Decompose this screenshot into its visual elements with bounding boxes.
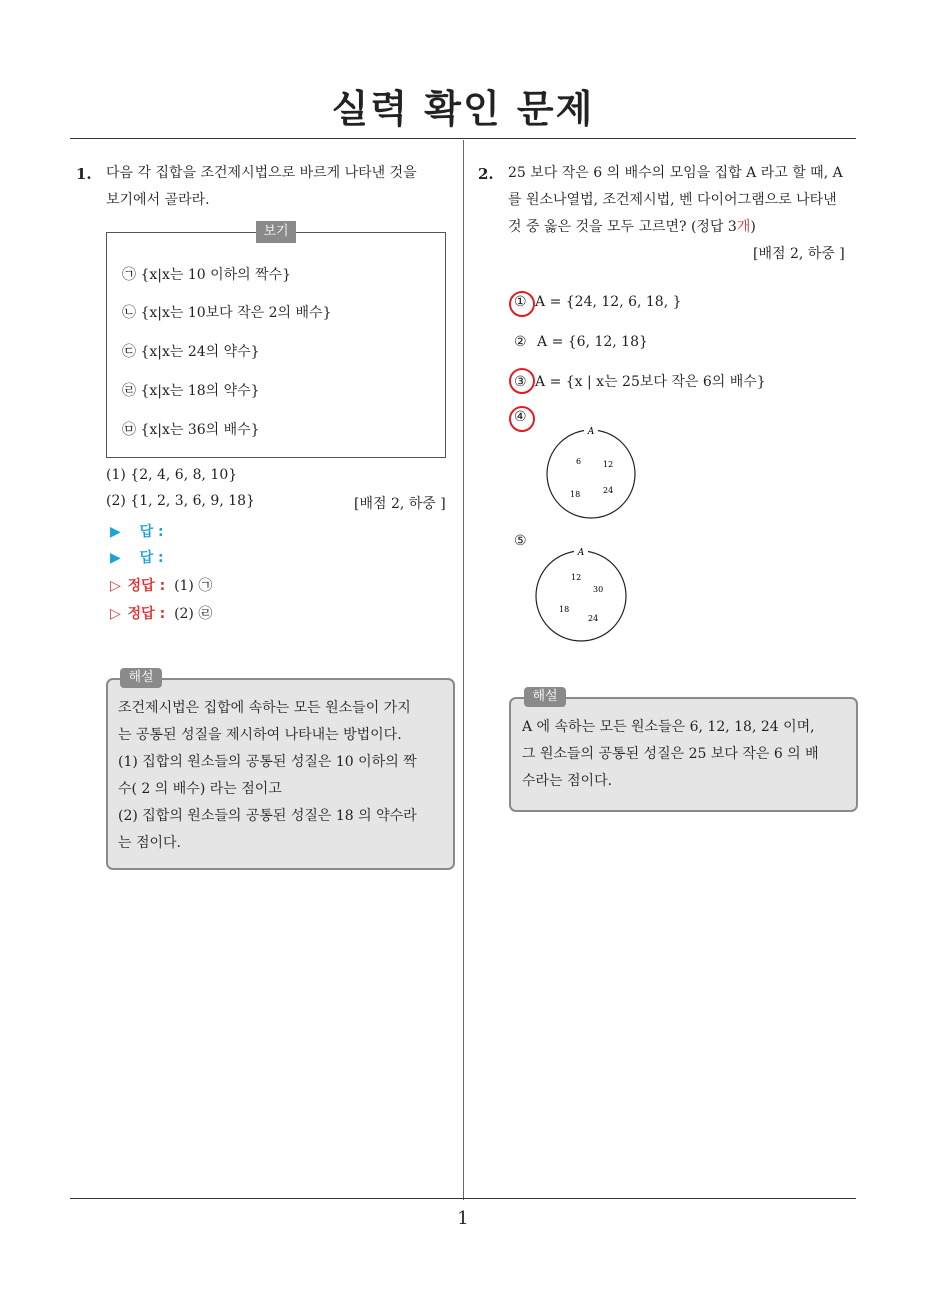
- q2-explanation-text: [522, 714, 852, 795]
- venn-element: 18: [559, 605, 570, 614]
- option-mark: ③: [514, 374, 527, 390]
- q1-answer-row-2: [110, 547, 164, 567]
- option-text: A = {6, 12, 18}: [537, 334, 648, 350]
- footer-divider: [70, 1198, 856, 1199]
- triangle-icon: ▶: [110, 550, 121, 566]
- option-mark: ④: [514, 409, 527, 425]
- q2-text-line3: [508, 214, 858, 241]
- q1-correct-row-1: [110, 575, 212, 595]
- q1-sub1: (1) {2, 4, 6, 8, 10}: [106, 467, 238, 483]
- q2-option-5: [514, 533, 527, 549]
- venn-circle: [536, 551, 626, 641]
- venn-label: A: [587, 427, 595, 437]
- q2-explanation-line: 수라는 점이다.: [522, 773, 613, 789]
- q1-explanation-line: 는 공통된 성질을 제시하여 나타내는 방법이다.: [118, 727, 402, 743]
- q2-text-line3-pre: 것 중 옳은 것을 모두 고르면? (정답 3: [508, 219, 737, 235]
- column-divider: [463, 140, 464, 1200]
- q2-text: [508, 160, 858, 241]
- bogi-item-4: ㉣ {x|x는 18의 약수}: [122, 383, 260, 399]
- q1-explanation-line: 조건제시법은 집합에 속하는 모든 원소들이 가지: [118, 700, 411, 716]
- answer-label: 답 :: [139, 524, 164, 540]
- venn-element: 18: [570, 490, 581, 499]
- option-mark: ①: [514, 294, 527, 310]
- venn-diagram-5: [531, 546, 636, 646]
- page-number: 1: [457, 1208, 469, 1229]
- correct-label: 정답 :: [127, 606, 166, 622]
- q2-explanation-line: A 에 속하는 모든 원소들은 6, 12, 18, 24 이며,: [522, 719, 815, 735]
- venn-element: 12: [571, 573, 582, 582]
- venn-element: 6: [576, 457, 582, 466]
- correct-label: 정답 :: [127, 578, 166, 594]
- q2-option-3: [514, 371, 766, 391]
- q2-text-line3-post: ): [750, 219, 756, 235]
- q1-explanation-line: (2) 집합의 원소들의 공통된 성질은 18 의 약수라: [118, 808, 417, 824]
- venn-diagram-4: [540, 424, 645, 524]
- bogi-item-5: ㉤ {x|x는 36의 배수}: [122, 422, 260, 438]
- q2-answer-count: 개: [736, 219, 751, 235]
- answer-label: 답 :: [139, 550, 164, 566]
- venn-element: 12: [603, 460, 614, 469]
- q1-points: [배점 2, 하중 ]: [354, 496, 446, 512]
- q1-text: [106, 160, 456, 214]
- q2-option-4: [514, 409, 527, 425]
- bogi-item-1: ㉠ {x|x는 10 이하의 짝수}: [122, 267, 292, 283]
- triangle-outline-icon: ▷: [110, 578, 121, 594]
- correct-answer-2: (2) ㉣: [174, 606, 213, 622]
- q2-explanation-line: 그 원소들의 공통된 성질은 25 보다 작은 6 의 배: [522, 746, 819, 762]
- option-text: A = {x | x는 25보다 작은 6의 배수}: [535, 374, 766, 390]
- triangle-outline-icon: ▷: [110, 606, 121, 622]
- option-mark: ②: [514, 334, 527, 350]
- option-mark: ⑤: [514, 533, 527, 549]
- correct-answer-1: (1) ㉠: [174, 578, 213, 594]
- q1-explanation-label: 해설: [120, 668, 162, 688]
- q1-correct-row-2: [110, 603, 212, 623]
- q1-explanation-text: [118, 695, 448, 857]
- q2-text-line1: 25 보다 작은 6 의 배수의 모임을 집합 A 라고 할 때, A: [508, 165, 843, 181]
- bogi-item-2: ㉡ {x|x는 10보다 작은 2의 배수}: [122, 305, 332, 321]
- q1-explanation-line: 는 점이다.: [118, 835, 181, 851]
- bogi-label: 보기: [256, 221, 296, 243]
- venn-label: A: [577, 548, 585, 558]
- q1-explanation-line: 수( 2 의 배수) 라는 점이고: [118, 781, 282, 797]
- q2-option-1: [514, 294, 682, 310]
- q1-answer-row-1: [110, 521, 164, 541]
- page-title: 실력 확인 문제: [331, 87, 595, 131]
- q1-text-line2: 보기에서 골라라.: [106, 192, 210, 208]
- q1-explanation-line: (1) 집합의 원소들의 공통된 성질은 10 이하의 짝: [118, 754, 417, 770]
- venn-circle: [547, 430, 635, 518]
- bogi-item-3: ㉢ {x|x는 24의 약수}: [122, 344, 260, 360]
- venn-element: 30: [593, 585, 604, 594]
- q2-text-line2: 를 원소나열법, 조건제시법, 벤 다이어그램으로 나타낸: [508, 192, 837, 208]
- q2-option-2: [514, 334, 648, 350]
- q2-explanation-label: 해설: [524, 687, 566, 707]
- q1-number: 1.: [76, 165, 92, 183]
- option-text: A = {24, 12, 6, 18, }: [535, 294, 682, 310]
- q1-text-line1: 다음 각 집합을 조건제시법으로 바르게 나타낸 것을: [106, 165, 417, 181]
- q2-points: [배점 2, 하중 ]: [753, 246, 845, 262]
- q2-number: 2.: [478, 165, 494, 183]
- title-divider: [70, 138, 856, 139]
- venn-element: 24: [603, 486, 614, 495]
- triangle-icon: ▶: [110, 524, 121, 540]
- venn-element: 24: [588, 614, 599, 623]
- q1-sub2: (2) {1, 2, 3, 6, 9, 18}: [106, 493, 255, 509]
